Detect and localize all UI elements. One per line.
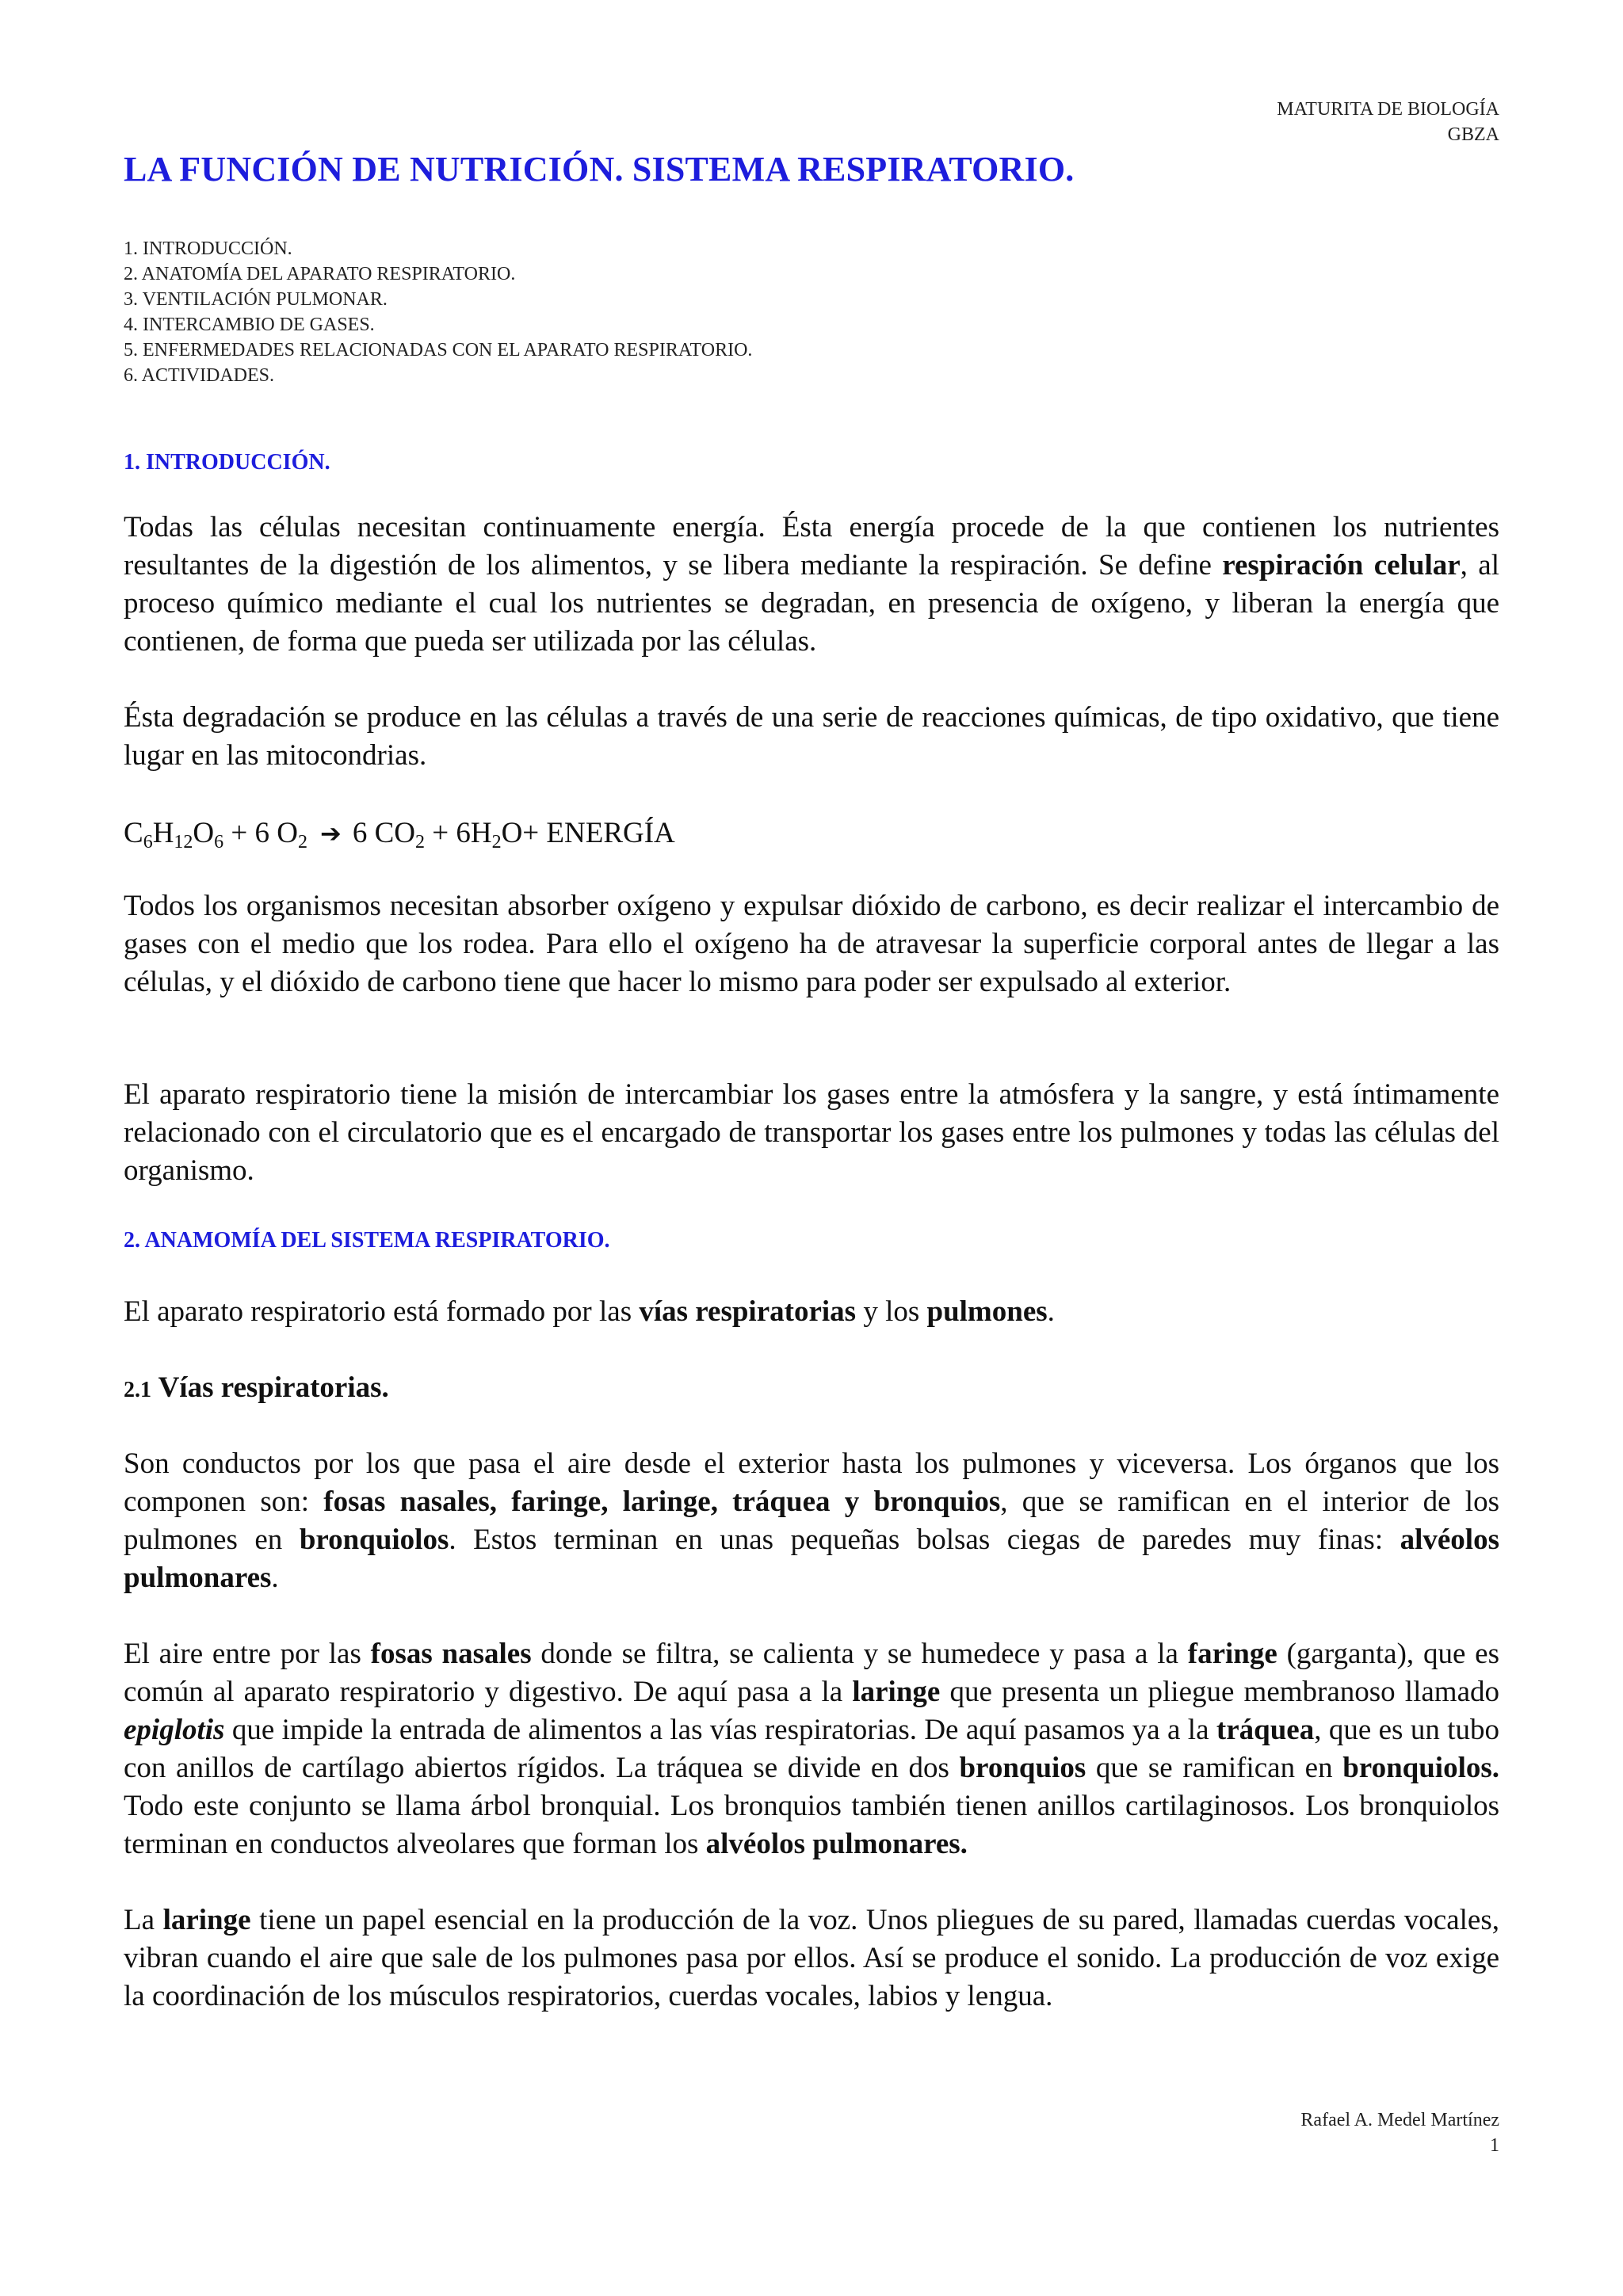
page-footer [1300, 2107, 1499, 2158]
toc-item: 3. VENTILACIÓN PULMONAR. [124, 289, 388, 310]
table-of-contents [124, 236, 752, 388]
anatomy-paragraph-1 [124, 1293, 1499, 1331]
formula-subscript: 2 [298, 832, 307, 852]
text-run: . [1047, 1295, 1055, 1328]
text-run: . [271, 1562, 279, 1594]
text-run: Todo este conjunto se llama árbol bronquial. Los bronquios también tienen anillos cartilaginosos. Los bronquiolos terminan en conductos alveolares que forman los [124, 1790, 1499, 1860]
bold-term: bronquios [959, 1752, 1086, 1784]
page-number: 1 [1490, 2135, 1499, 2156]
text-run: El aparato respiratorio está formado por las [124, 1295, 640, 1328]
formula-part: O+ ENERGÍA [501, 817, 675, 849]
formula-subscript: 6 [143, 832, 153, 852]
bold-term: fosas nasales, faringe, laringe, tráquea y bronquios [323, 1486, 1001, 1518]
text-run: que presenta un pliegue membranoso llamado [940, 1676, 1499, 1708]
text-run: Todas las células necesitan continuamente energía. Ésta energía procede de la que contienen los nutrientes resultantes de la digestión de los alimentos, y se libera mediante la respiración. Se define [124, 511, 1499, 582]
formula-part: + 6H [424, 817, 492, 849]
arrow-right-icon: ➔ [320, 818, 342, 849]
bold-term: respiración celular [1222, 549, 1461, 582]
text-run: , que es un tubo con anillos de cartílago abiertos rígidos. La tráquea se divide en dos [124, 1714, 1499, 1784]
text-run: tiene un papel esencial en la producción de la voz. Unos pliegues de su pared, llamadas cuerdas vocales, vibran cuando el aire que sale de los pulmones pasa por ellos. Así se produce el sonido. La producción de voz exige la coordinación de los músculos respiratorios, cuerdas vocales, labios y lengua. [124, 1904, 1499, 2012]
text-run: El aire entre por las [124, 1638, 371, 1670]
bold-term: pulmones [926, 1295, 1048, 1328]
toc-item: 6. ACTIVIDADES. [124, 365, 274, 386]
bold-term: fosas nasales [370, 1638, 532, 1670]
formula-subscript: 12 [174, 832, 193, 852]
formula-part: H [152, 817, 174, 849]
header-course: MATURITA DE BIOLOGÍA [1277, 99, 1499, 120]
subsection-title: Vías respiratorias. [151, 1371, 389, 1404]
document-title: LA FUNCIÓN DE NUTRICIÓN. SISTEMA RESPIRATORIO. [124, 150, 1075, 189]
anatomy-paragraph-2 [124, 1445, 1499, 1597]
formula-part: 6 CO [352, 817, 415, 849]
anatomy-paragraph-4 [124, 1901, 1499, 2016]
toc-item: 5. ENFERMEDADES RELACIONADAS CON EL APARATO RESPIRATORIO. [124, 340, 753, 360]
toc-item: 1. INTRODUCCIÓN. [124, 238, 292, 259]
formula-part: O [193, 817, 215, 849]
intro-paragraph-1 [124, 509, 1499, 661]
intro-paragraph-3: Todos los organismos necesitan absorber oxígeno y expulsar dióxido de carbono, es decir realizar el intercambio de gases con el medio que los rodea. Para ello el oxígeno ha de atravesar la superficie corporal antes de llegar a las células, y el dióxido de carbono tiene que hacer lo mismo para poder ser expulsado al exterior. [124, 890, 1499, 998]
bold-italic-term: epiglotis [124, 1714, 225, 1746]
intro-paragraph-4: El aparato respiratorio tiene la misión de intercambiar los gases entre la atmósfera y la sangre, y está íntimamente relacionado con el circulatorio que es el encargado de transportar los gases entre los pulmones y todas las células del organismo. [124, 1078, 1499, 1187]
bold-term: bronquiolos [299, 1524, 449, 1556]
formula-part: + 6 O [223, 817, 298, 849]
text-run: donde se filtra, se calienta y se humedece y pasa a la [531, 1638, 1188, 1670]
subsection-number: 2.1 [124, 1378, 151, 1402]
intro-paragraph-2: Ésta degradación se produce en las células a través de una serie de reacciones químicas, de tipo oxidativo, que tiene lugar en las mitocondrias. [124, 701, 1499, 772]
bold-term: tráquea [1216, 1714, 1315, 1746]
toc-item: 2. ANATOMÍA DEL APARATO RESPIRATORIO. [124, 264, 516, 284]
subsection-heading-vias [124, 1371, 389, 1405]
text-run: y los [856, 1295, 927, 1328]
chemical-equation [124, 814, 675, 852]
section-heading-anatomia: 2. ANAMOMÍA DEL SISTEMA RESPIRATORIO. [124, 1228, 610, 1253]
toc-item: 4. INTERCAMBIO DE GASES. [124, 315, 375, 335]
formula-subscript: 6 [214, 832, 224, 852]
formula-subscript: 2 [491, 832, 502, 852]
text-run: La [124, 1904, 163, 1936]
page-header [1277, 97, 1499, 147]
text-run: Son conductos por los que pasa el aire desde el exterior hasta los pulmones y viceversa. Los órganos que los componen son: [124, 1447, 1499, 1518]
text-run: . Estos terminan en unas pequeñas bolsas ciegas de paredes muy finas: [449, 1524, 1400, 1556]
text-run: , al proceso químico mediante el cual los nutrientes se degradan, en presencia de oxígeno, y liberan la energía que contienen, de forma que pueda ser utilizada por las células. [124, 549, 1499, 658]
text-run: (garganta), que es común al aparato respiratorio y digestivo. De aquí pasa a la [124, 1638, 1499, 1708]
bold-term: alvéolos pulmonares. [705, 1828, 968, 1860]
text-run: que impide la entrada de alimentos a las vías respiratorias. De aquí pasamos ya a la [224, 1714, 1216, 1746]
text-run: , que se ramifican en el interior de los pulmones en [124, 1486, 1499, 1556]
bold-term: laringe [852, 1676, 941, 1708]
formula-subscript: 2 [414, 832, 425, 852]
formula-part: C [124, 817, 143, 849]
text-run: que se ramifican en [1086, 1752, 1343, 1784]
footer-author: Rafael A. Medel Martínez [1300, 2110, 1499, 2130]
bold-term: vías respiratorias [639, 1295, 857, 1328]
header-school: GBZA [1447, 124, 1499, 145]
bold-term: laringe [162, 1904, 251, 1936]
bold-term: bronquiolos. [1342, 1752, 1500, 1784]
section-heading-introduccion: 1. INTRODUCCIÓN. [124, 450, 330, 475]
anatomy-paragraph-3 [124, 1635, 1499, 1863]
bold-term: faringe [1187, 1638, 1277, 1670]
bold-term: alvéolos pulmonares [124, 1524, 1499, 1594]
